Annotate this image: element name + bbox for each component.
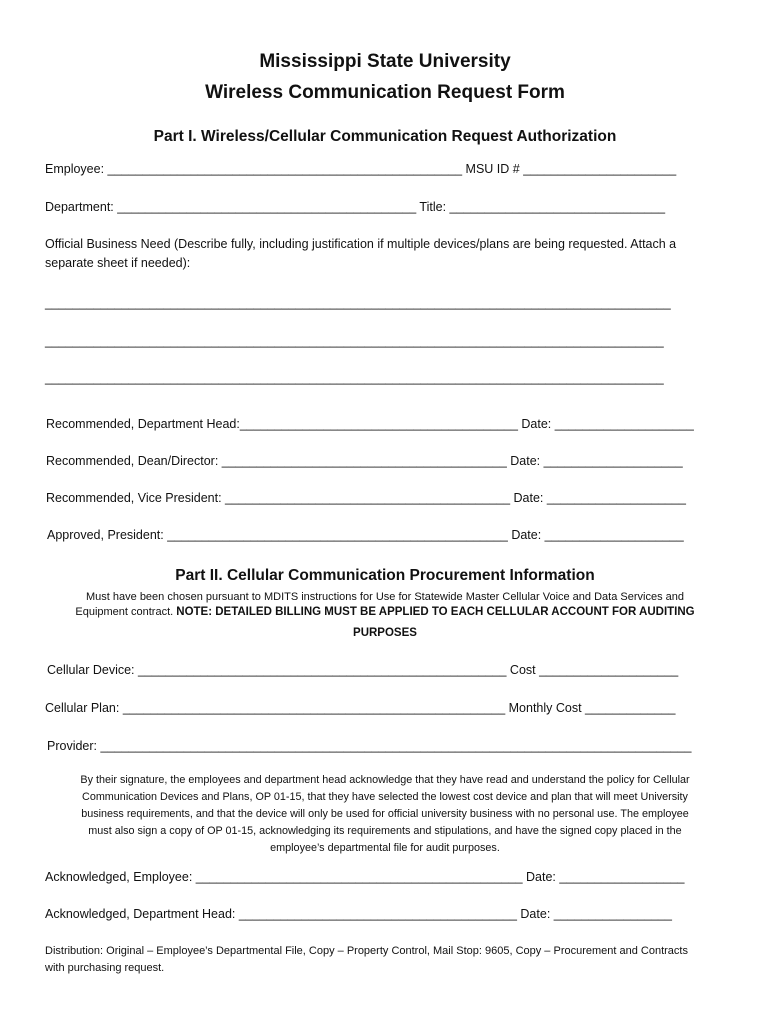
distribution-line-1: Distribution: Original – Employee’s Departmental File, Copy – Property Control, Mail Stop: 9605, Copy – Procurement and Contracts	[45, 945, 688, 957]
ack-line-4: must also sign a copy of OP 01-15, acknowledging its requirements and stipulations, and have the signed copy placed in the	[88, 825, 682, 837]
billing-notice: NOTE: DETAILED BILLING MUST BE APPLIED TO EACH CELLULAR ACCOUNT FOR AUDITING	[176, 606, 695, 618]
vp-recommendation: Recommended, Vice President: _________________________________________ Date: ____________________	[46, 491, 686, 505]
cellular-plan-field: Cellular Plan: _______________________________________________________ Monthly Cost _____________	[45, 701, 676, 715]
business-need-label: Official Business Need (Describe fully, including justification if multiple devices/plans are being requested. Attach a	[45, 237, 677, 251]
provider-field: Provider: _____________________________________________________________________________________	[47, 739, 692, 753]
business-need-line-3: _________________________________________________________________________________________	[45, 371, 664, 385]
procurement-note-line-2	[0, 606, 770, 618]
part-one-heading: Part I. Wireless/Cellular Communication Request Authorization	[153, 128, 617, 145]
ack-line-2: Communication Devices and Plans, OP 01-15, that they have selected the lowest cost device and plan that will meet University	[82, 791, 688, 803]
part-two-heading: Part II. Cellular Communication Procurement Information	[175, 567, 595, 584]
cellular-device-field: Cellular Device: _____________________________________________________ Cost ____________________	[47, 663, 679, 677]
business-need-line-1: __________________________________________________________________________________________	[45, 296, 671, 310]
dean-recommendation: Recommended, Dean/Director: _________________________________________ Date: ____________________	[46, 454, 683, 468]
employee-field: Employee: ___________________________________________________ MSU ID # ______________________	[45, 162, 677, 176]
ack-line-1: By their signature, the employees and department head acknowledge that they have read and understand the policy for Cellular	[80, 774, 690, 786]
acknowledgement-paragraph	[40, 772, 730, 857]
department-field: Department: ___________________________________________ Title: _______________________________	[45, 200, 666, 214]
distribution-line-2: with purchasing request.	[45, 962, 165, 974]
ack-dept-head-signature: Acknowledged, Department Head: ________________________________________ Date: _________________	[45, 907, 672, 921]
ack-line-3: business requirements, and that the device will only be used for official university business with no personal use. The employee	[81, 808, 689, 820]
business-need-label-cont: separate sheet if needed):	[45, 256, 191, 270]
ack-line-5: employee’s departmental file for audit purposes.	[270, 842, 500, 854]
ack-employee-signature: Acknowledged, Employee: _______________________________________________ Date: __________________	[45, 870, 685, 884]
procurement-note-text: Equipment contract.	[75, 606, 177, 618]
billing-notice-cont: PURPOSES	[353, 627, 417, 639]
form-title: Wireless Communication Request Form	[205, 82, 565, 103]
president-approval: Approved, President: _________________________________________________ Date: ____________________	[47, 528, 684, 542]
university-title: Mississippi State University	[259, 51, 511, 72]
procurement-note-line-1: Must have been chosen pursuant to MDITS instructions for Use for Statewide Master Cellular Voice and Data Services and	[86, 591, 684, 603]
business-need-line-2: _________________________________________________________________________________________	[45, 334, 664, 348]
dept-head-recommendation: Recommended, Department Head:________________________________________ Date: ____________________	[46, 417, 694, 431]
